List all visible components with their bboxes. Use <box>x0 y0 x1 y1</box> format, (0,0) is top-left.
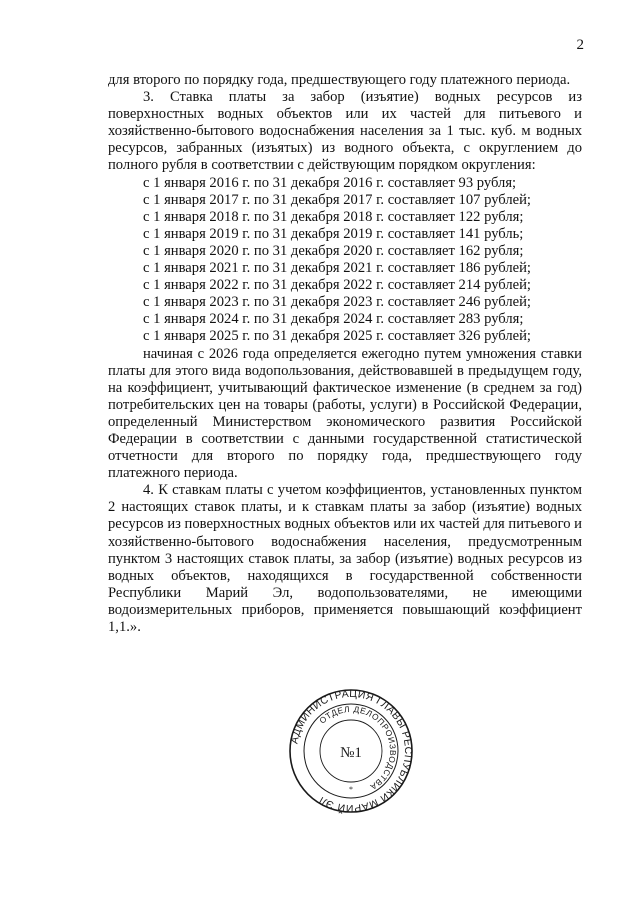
continuation-paragraph: для второго по порядку года, предшествующего году платежного периода. <box>108 72 571 88</box>
page-number: 2 <box>576 37 584 53</box>
rate-line-2023: с 1 января 2023 г. по 31 декабря 2023 г. составляет 246 рублей; <box>143 294 531 311</box>
paragraph-3-continuation: начиная с 2026 года определяется ежегодно путем умножения ставки платы для этого вида водопользования, действовавшей в предыдущем году, на коэффициент, учитывающий фактическое изменение (в среднем за год) потребительских цен на товары (работы, услуги) в Российской Федерации, определенный Министерством экономического развития Российской Федерации в соответствии с данными государственной статистической отчетности для второго по порядку года, предшествующего году платежного периода. <box>108 345 582 482</box>
rate-line-2017: с 1 января 2017 г. по 31 декабря 2017 г. составляет 107 рублей; <box>143 191 531 208</box>
seal-number: №1 <box>340 745 362 761</box>
rates-list <box>108 175 582 346</box>
seal-star: * <box>349 785 353 794</box>
rate-line-2022: с 1 января 2022 г. по 31 декабря 2022 г. составляет 214 рублей; <box>143 277 531 294</box>
rate-line-2016: с 1 января 2016 г. по 31 декабря 2016 г. составляет 93 рубля; <box>143 174 517 191</box>
rate-line-2020: с 1 января 2020 г. по 31 декабря 2020 г. составляет 162 рубля; <box>143 242 524 259</box>
paragraph-3-intro: 3. Ставка платы за забор (изъятие) водных ресурсов из поверхностных водных объектов или их частей для питьевого и хозяйственно-бытового водоснабжения населения за 1 тыс. куб. м водных ресурсов, забранных (изъятых) из водного объекта, с округлением до полного рубля в соответствии с действующим порядком округления: <box>108 89 582 174</box>
rate-line-2018: с 1 января 2018 г. по 31 декабря 2018 г. составляет 122 рубля; <box>143 208 524 225</box>
rate-line-2025: с 1 января 2025 г. по 31 декабря 2025 г. составляет 326 рублей; <box>143 328 531 345</box>
paragraph-4: 4. К ставкам платы с учетом коэффициентов, установленных пунктом 2 настоящих ставок платы, и к ставкам платы за забор (изъятие) водных ресурсов из поверхностных водных объектов или их частей для питьевого и хозяйственно-бытового водоснабжения населения, предусмотренным пунктом 3 настоящих ставок платы, за забор (изъятие) водных ресурсов из водных объектов, находящихся в государственной собственности Республики Марий Эл, водопользователями, не имеющими водоизмерительных приборов, применяется повышающий коэффициент 1,1.». <box>108 482 582 635</box>
seal-outer-text: АДМИНИСТРАЦИЯ ГЛАВЫ РЕСПУБЛИКИ МАРИЙ ЭЛ <box>289 688 414 814</box>
document-body <box>108 72 582 636</box>
rate-line-2021: с 1 января 2021 г. по 31 декабря 2021 г. составляет 186 рублей; <box>143 260 531 277</box>
official-seal <box>288 688 414 814</box>
seal-inner-text: ОТДЕЛ ДЕЛОПРОИЗВОДСТВА <box>317 703 399 793</box>
rate-line-2024: с 1 января 2024 г. по 31 декабря 2024 г. составляет 283 рубля; <box>143 311 524 328</box>
seal-graphic <box>288 688 414 814</box>
rate-line-2019: с 1 января 2019 г. по 31 декабря 2019 г. составляет 141 рубль; <box>143 225 524 242</box>
